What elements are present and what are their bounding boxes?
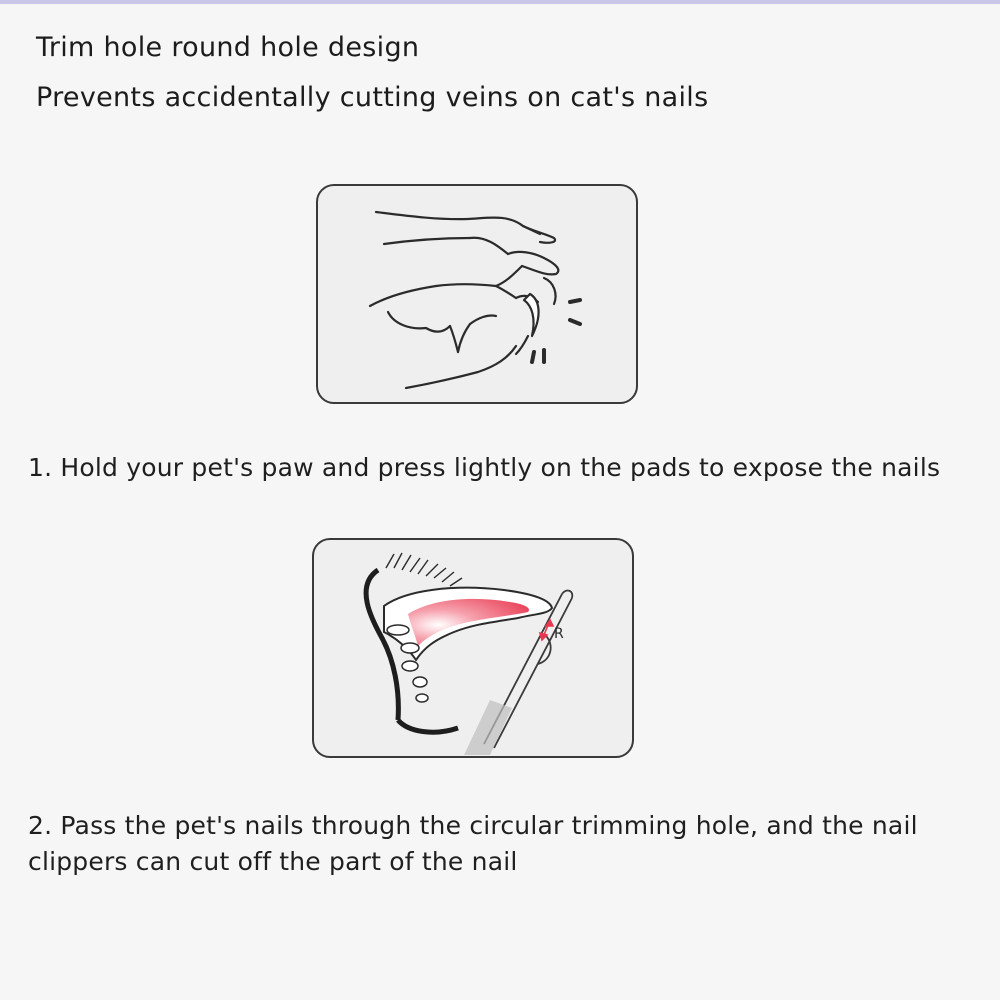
radius-label: R [554, 626, 564, 642]
step-2-caption: 2. Pass the pet's nails through the circular trimming hole, and the nail clippers can cut off the part of the nail [28, 811, 918, 876]
top-accent-bar [0, 0, 1000, 4]
paw-press-drawing [318, 186, 635, 401]
page-subtitle: Prevents accidentally cutting veins on cat's nails [36, 82, 709, 113]
step-1-caption: 1. Hold your pet's paw and press lightly on the pads to expose the nails [28, 453, 941, 482]
paw-press-illustration [316, 184, 638, 404]
nail-trimming-hole-illustration [312, 538, 634, 758]
nail-trim-drawing [314, 540, 631, 755]
page-title: Trim hole round hole design [36, 32, 420, 63]
